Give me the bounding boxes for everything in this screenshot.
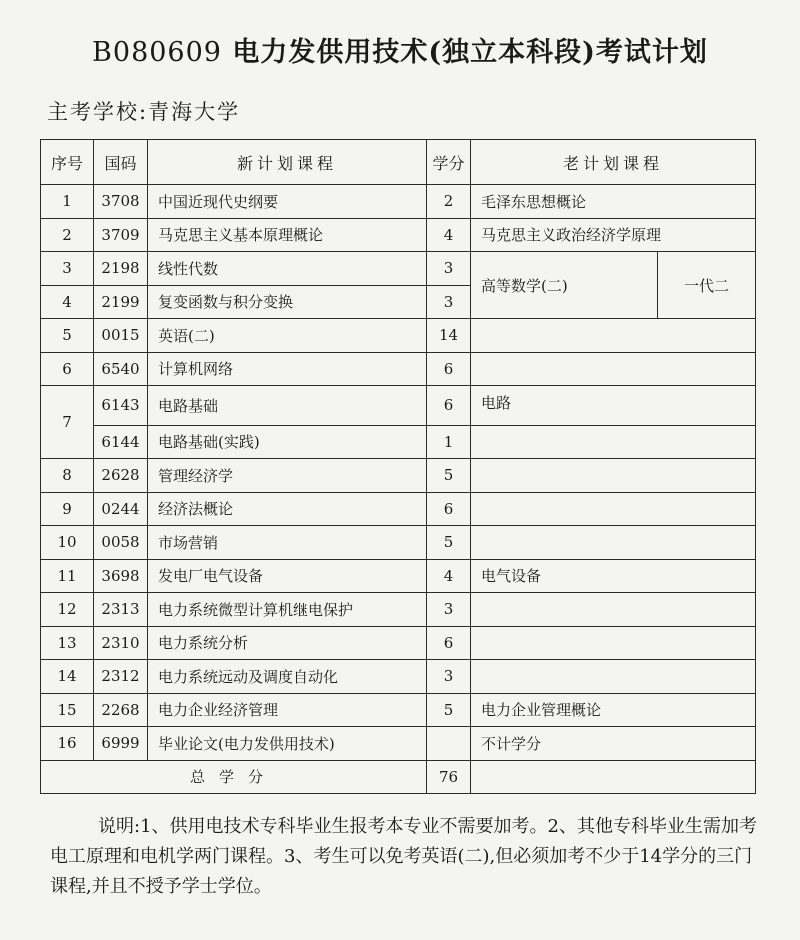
credits-cell: 6	[427, 626, 471, 660]
school-name: 青海大学	[148, 100, 241, 124]
credits-cell: 3	[427, 593, 471, 627]
credits-cell: 5	[427, 693, 471, 727]
course-cell: 复变函数与积分变换	[148, 285, 427, 319]
course-cell: 发电厂电气设备	[148, 559, 427, 593]
code-cell: 2199	[94, 285, 148, 319]
table-row	[41, 727, 756, 761]
seq-cell: 1	[41, 185, 94, 219]
old-course-cell	[471, 352, 756, 386]
code-cell: 3708	[94, 185, 148, 219]
credits-cell: 5	[427, 526, 471, 560]
code-cell: 2628	[94, 459, 148, 493]
table-row	[41, 185, 756, 219]
old-course-cell: 电力企业管理概论	[471, 693, 756, 727]
table-row	[41, 459, 756, 493]
col-header-seq: 序号	[41, 140, 94, 185]
plan-code: B080609	[92, 37, 222, 68]
old-course-cell: 毛泽东思想概论	[471, 185, 756, 219]
code-cell: 6144	[94, 425, 148, 459]
seq-cell: 14	[41, 660, 94, 694]
credits-cell: 5	[427, 459, 471, 493]
seq-cell: 15	[41, 693, 94, 727]
seq-cell: 16	[41, 727, 94, 761]
col-header-code: 国码	[94, 140, 148, 185]
col-header-credits: 学分	[427, 140, 471, 185]
seq-cell: 5	[41, 319, 94, 353]
total-value: 76	[427, 760, 471, 794]
table-row	[41, 252, 756, 286]
table-row	[41, 626, 756, 660]
code-cell: 2310	[94, 626, 148, 660]
course-cell: 电力企业经济管理	[148, 693, 427, 727]
course-cell: 马克思主义基本原理概论	[148, 218, 427, 252]
old-course-cell: 电气设备	[471, 559, 756, 593]
plan-title: 电力发供用技术(独立本科段)考试计划	[232, 37, 708, 68]
page-title	[0, 30, 800, 69]
course-cell: 电力系统微型计算机继电保护	[148, 593, 427, 627]
old-course-cell	[471, 319, 756, 353]
explanatory-note: 说明:1、供用电技术专科毕业生报考本专业不需要加考。2、其他专科毕业生需加考电工原理和电机学两门课程。3、考生可以免考英语(二),但必须加考不少于14学分的三门课程,并且不授予学士学位。	[50, 816, 757, 897]
old-course-note-cell: 一代二	[658, 252, 756, 319]
table-row	[41, 526, 756, 560]
course-cell: 经济法概论	[148, 492, 427, 526]
code-cell: 2312	[94, 660, 148, 694]
table-row	[41, 492, 756, 526]
old-course-cell	[471, 526, 756, 560]
seq-cell: 11	[41, 559, 94, 593]
course-cell: 中国近现代史纲要	[148, 185, 427, 219]
seq-cell: 12	[41, 593, 94, 627]
seq-cell: 4	[41, 285, 94, 319]
course-cell: 电路基础(实践)	[148, 425, 427, 459]
seq-cell: 9	[41, 492, 94, 526]
table-row	[41, 425, 756, 459]
exam-plan-table	[40, 139, 756, 794]
table-header-row	[41, 140, 756, 185]
course-cell: 电路基础	[148, 386, 427, 426]
code-cell: 0244	[94, 492, 148, 526]
credits-cell: 4	[427, 559, 471, 593]
course-cell: 管理经济学	[148, 459, 427, 493]
school-label: 主考学校:	[47, 100, 149, 124]
credits-cell: 14	[427, 319, 471, 353]
seq-cell: 7	[41, 386, 94, 459]
course-cell: 线性代数	[148, 252, 427, 286]
code-cell: 6999	[94, 727, 148, 761]
table-row	[41, 693, 756, 727]
credits-cell: 3	[427, 252, 471, 286]
credits-cell: 6	[427, 492, 471, 526]
old-course-cell	[471, 425, 756, 459]
credits-cell: 2	[427, 185, 471, 219]
old-course-cell: 马克思主义政治经济学原理	[471, 218, 756, 252]
seq-cell: 8	[41, 459, 94, 493]
col-header-new-course: 新计划课程	[148, 140, 427, 185]
course-cell: 电力系统分析	[148, 626, 427, 660]
code-cell: 3698	[94, 559, 148, 593]
code-cell: 0015	[94, 319, 148, 353]
school-line	[47, 96, 240, 126]
old-course-cell	[471, 593, 756, 627]
credits-cell	[427, 727, 471, 761]
table-row	[41, 559, 756, 593]
credits-cell: 3	[427, 285, 471, 319]
credits-cell: 6	[427, 386, 471, 426]
credits-cell: 3	[427, 660, 471, 694]
old-course-cell	[471, 459, 756, 493]
table-row	[41, 660, 756, 694]
seq-cell: 10	[41, 526, 94, 560]
total-label: 总学分	[41, 760, 427, 794]
old-course-cell: 不计学分	[471, 727, 756, 761]
credits-cell: 6	[427, 352, 471, 386]
course-cell: 毕业论文(电力发供用技术)	[148, 727, 427, 761]
table-row	[41, 593, 756, 627]
old-course-cell: 高等数学(二)	[471, 252, 658, 319]
table-row	[41, 218, 756, 252]
total-row	[41, 760, 756, 794]
seq-cell: 2	[41, 218, 94, 252]
course-cell: 电力系统远动及调度自动化	[148, 660, 427, 694]
code-cell: 2198	[94, 252, 148, 286]
code-cell: 2313	[94, 593, 148, 627]
seq-cell: 6	[41, 352, 94, 386]
table-row	[41, 319, 756, 353]
table-row	[41, 352, 756, 386]
old-course-cell	[471, 492, 756, 526]
code-cell: 2268	[94, 693, 148, 727]
old-course-cell: 电路	[471, 386, 756, 426]
course-cell: 英语(二)	[148, 319, 427, 353]
col-header-old-course: 老计划课程	[471, 140, 756, 185]
code-cell: 6143	[94, 386, 148, 426]
course-cell: 市场营销	[148, 526, 427, 560]
total-old-cell	[471, 760, 756, 794]
credits-cell: 4	[427, 218, 471, 252]
credits-cell: 1	[427, 425, 471, 459]
code-cell: 6540	[94, 352, 148, 386]
code-cell: 0058	[94, 526, 148, 560]
seq-cell: 13	[41, 626, 94, 660]
code-cell: 3709	[94, 218, 148, 252]
old-course-cell	[471, 626, 756, 660]
seq-cell: 3	[41, 252, 94, 286]
course-cell: 计算机网络	[148, 352, 427, 386]
old-course-cell	[471, 660, 756, 694]
table-row	[41, 386, 756, 426]
